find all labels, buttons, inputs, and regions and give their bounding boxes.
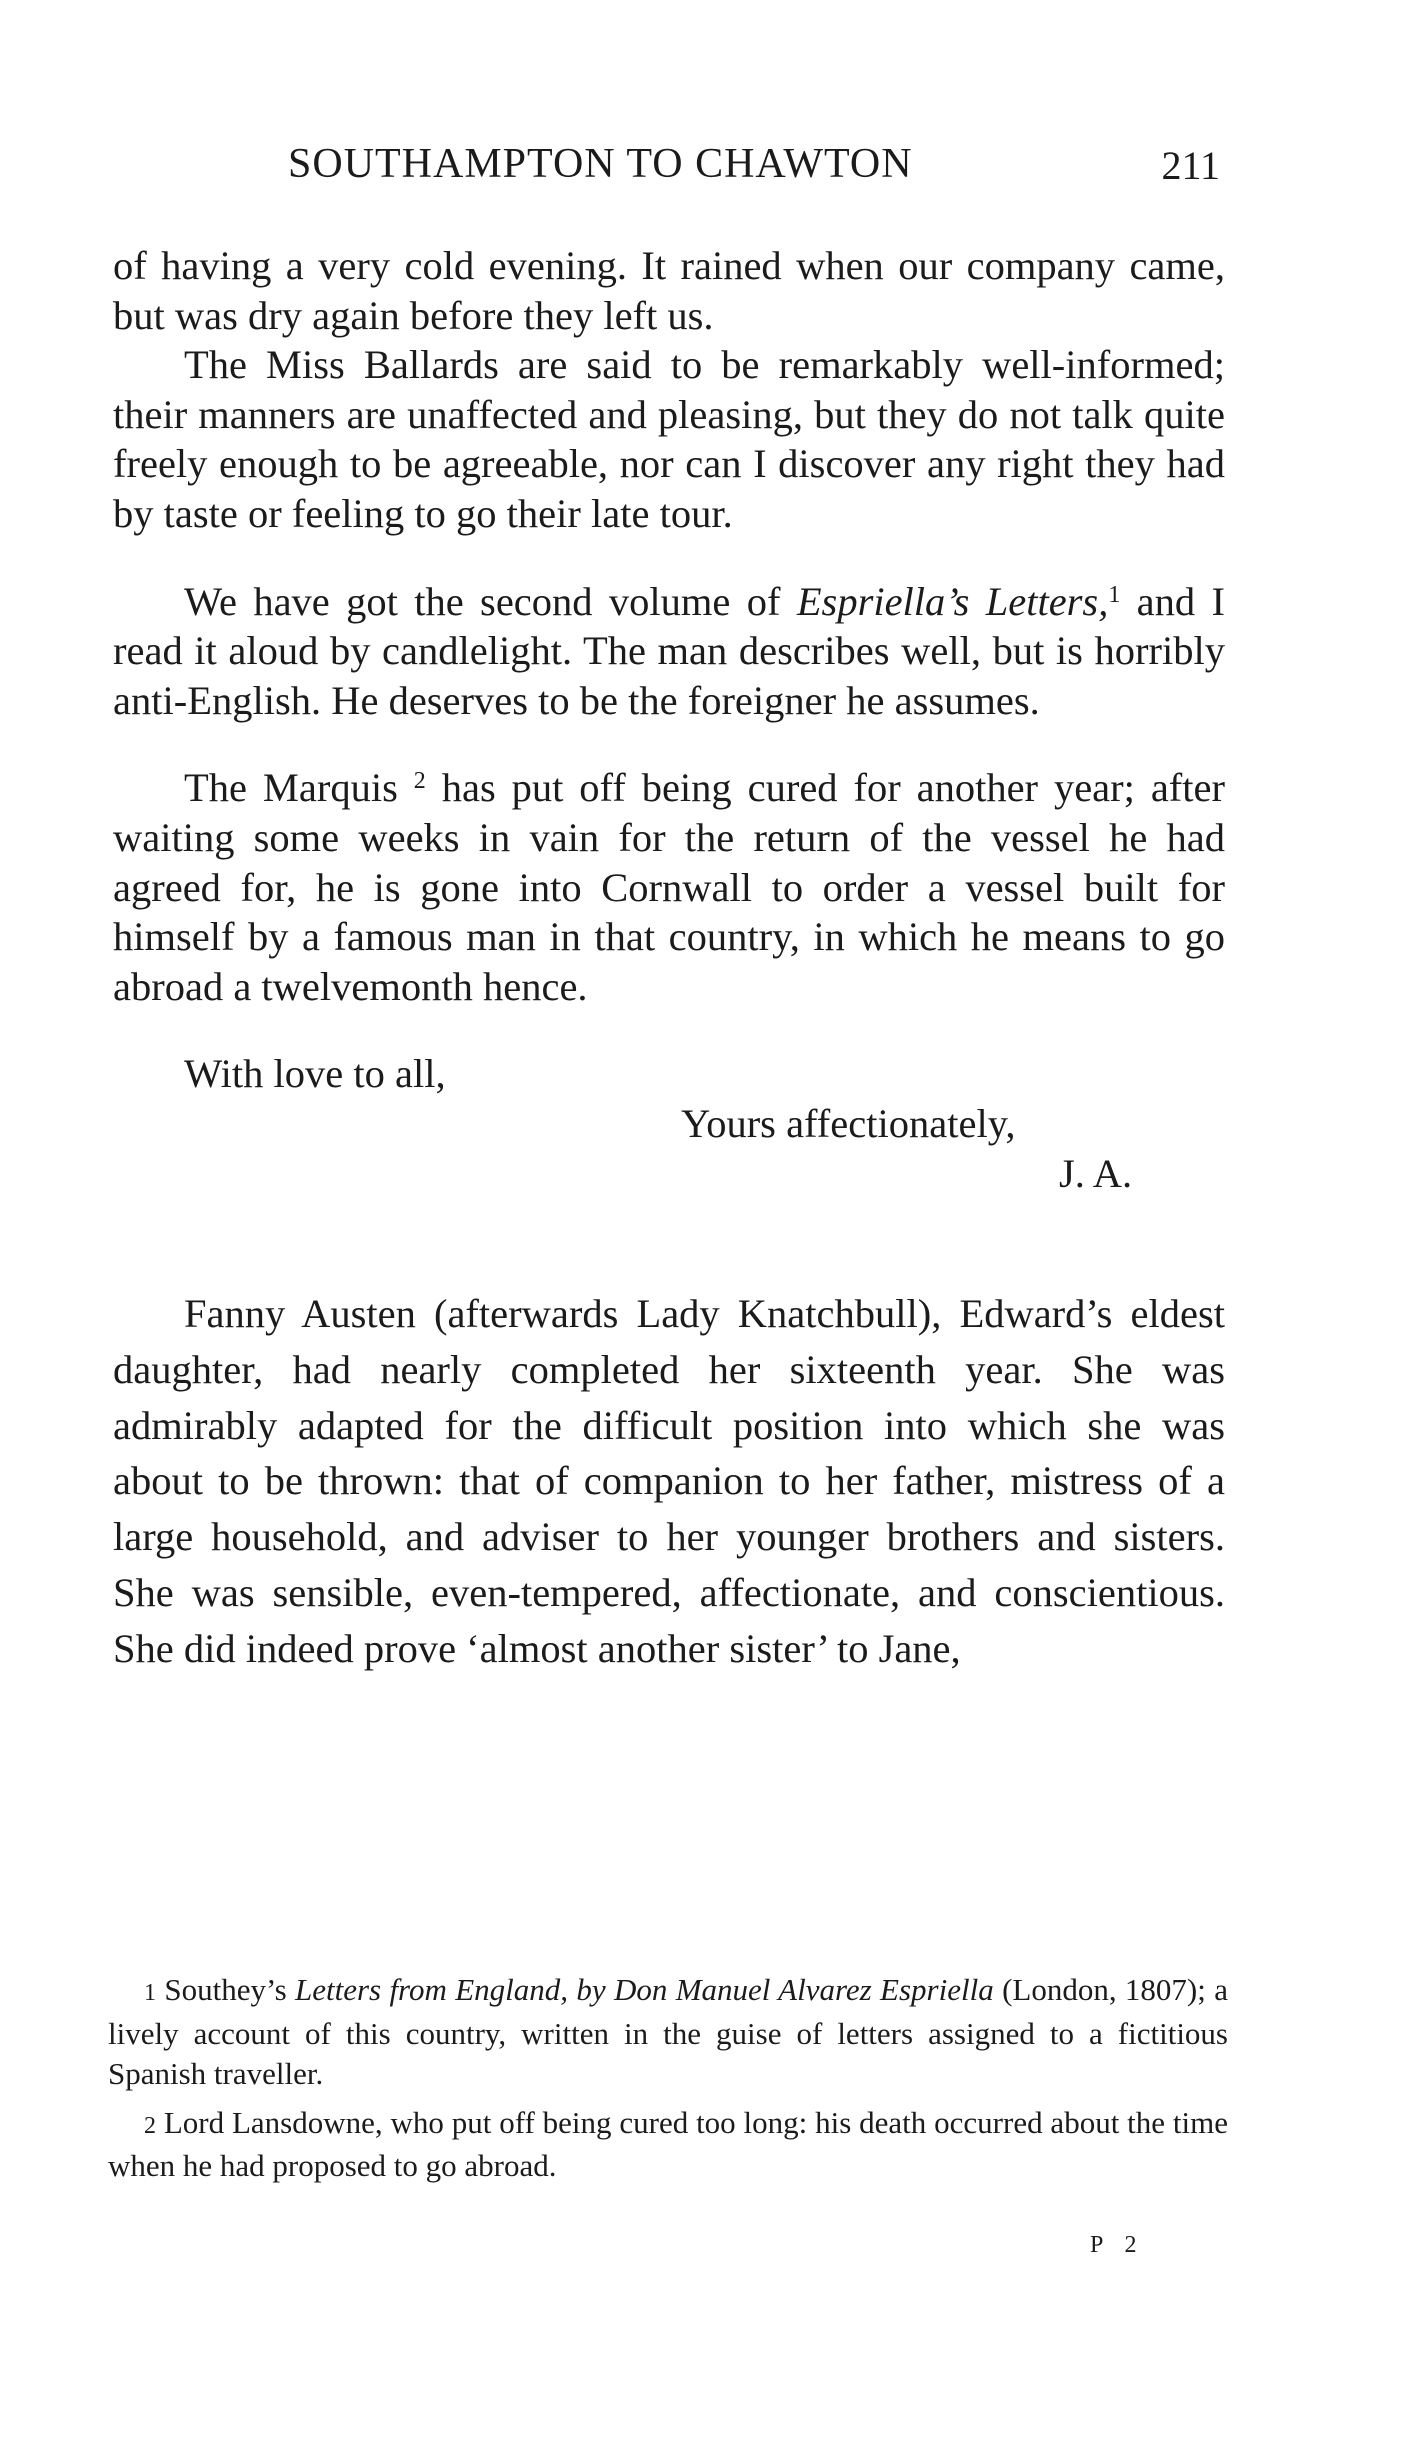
book-title-italic: Espriella’s Letters, — [796, 578, 1109, 624]
main-text — [113, 241, 1225, 1677]
footnote-ref-1[interactable]: 1 — [1108, 581, 1121, 608]
footnote-1-italic-title: Letters from England, by Don Manuel Alvarez Espriella — [294, 1972, 994, 2007]
running-title: SOUTHAMPTON TO CHAWTON — [288, 141, 913, 187]
letter-sign-off: Yours affectionately, — [681, 1100, 1016, 1146]
footnote-1 — [108, 1970, 1228, 2095]
page-header — [288, 140, 1220, 200]
paragraph-4 — [113, 763, 1225, 1011]
paragraph-2: The Miss Ballards are said to be remarkably well-informed; their manners are unaffected and pleasing, but they do not talk quite freely enough to be agreeable, nor can I discover any right they had by taste or feeling to go their late tour. — [113, 342, 1225, 536]
footnote-ref-2[interactable]: 2 — [413, 768, 426, 795]
paragraph-3 — [113, 577, 1225, 726]
letter-initials: J. A. — [1059, 1150, 1133, 1196]
footnote-2 — [108, 2103, 1228, 2187]
footnotes — [108, 1970, 1228, 2195]
paragraph-4-text-before: The Marquis — [184, 765, 414, 811]
paragraph-5: Fanny Austen (afterwards Lady Knatchbull), Edward’s eldest daughter, had nearly completed her sixteenth year. She was admirably adapted for the difficult position into which she was about to be thrown: that of companion to her father, mistress of a large household, and adviser to her younger brothers and sisters. She was sensible, even-tempered, affectionate, and conscientious. She did indeed prove ‘almost another sister’ to Jane, — [113, 1291, 1225, 1671]
paragraph-1: of having a very cold evening. It rained when our company came, but was dry again before they left us. — [113, 243, 1225, 338]
letter-closing: With love to all, — [184, 1051, 446, 1097]
footnote-2-text: Lord Lansdowne, who put off being cured too long: his death occurred about the time when he had proposed to go abroad. — [108, 2104, 1228, 2183]
footnote-1-text-after: (London, 1807); a lively account of this country, written in the guise of letters assigned to a fictitious Spanish traveller. — [108, 1972, 1228, 2091]
paragraph-4-text-after: has put off being cured for another year; after waiting some weeks in vain for the return of the vessel he had agreed for, he is gone into Cornwall to order a vessel built for himself by a famous man in that country, in which he means to go abroad a twelvemonth hence. — [113, 765, 1225, 1009]
paragraph-3-text-after: and I read it aloud by candlelight. The man describes well, but is horribly anti-English. He deserves to be the foreigner he assumes. — [113, 578, 1226, 723]
footnote-2-number: 2 — [144, 2112, 156, 2139]
printer-signature-mark: P 2 — [1090, 2232, 1145, 2258]
paragraph-3-text-before: We have got the second volume of — [184, 578, 797, 624]
footnote-1-text-before: Southey’s — [156, 1972, 295, 2007]
footnote-1-number: 1 — [144, 1980, 156, 2006]
page-number: 211 — [1161, 143, 1220, 188]
